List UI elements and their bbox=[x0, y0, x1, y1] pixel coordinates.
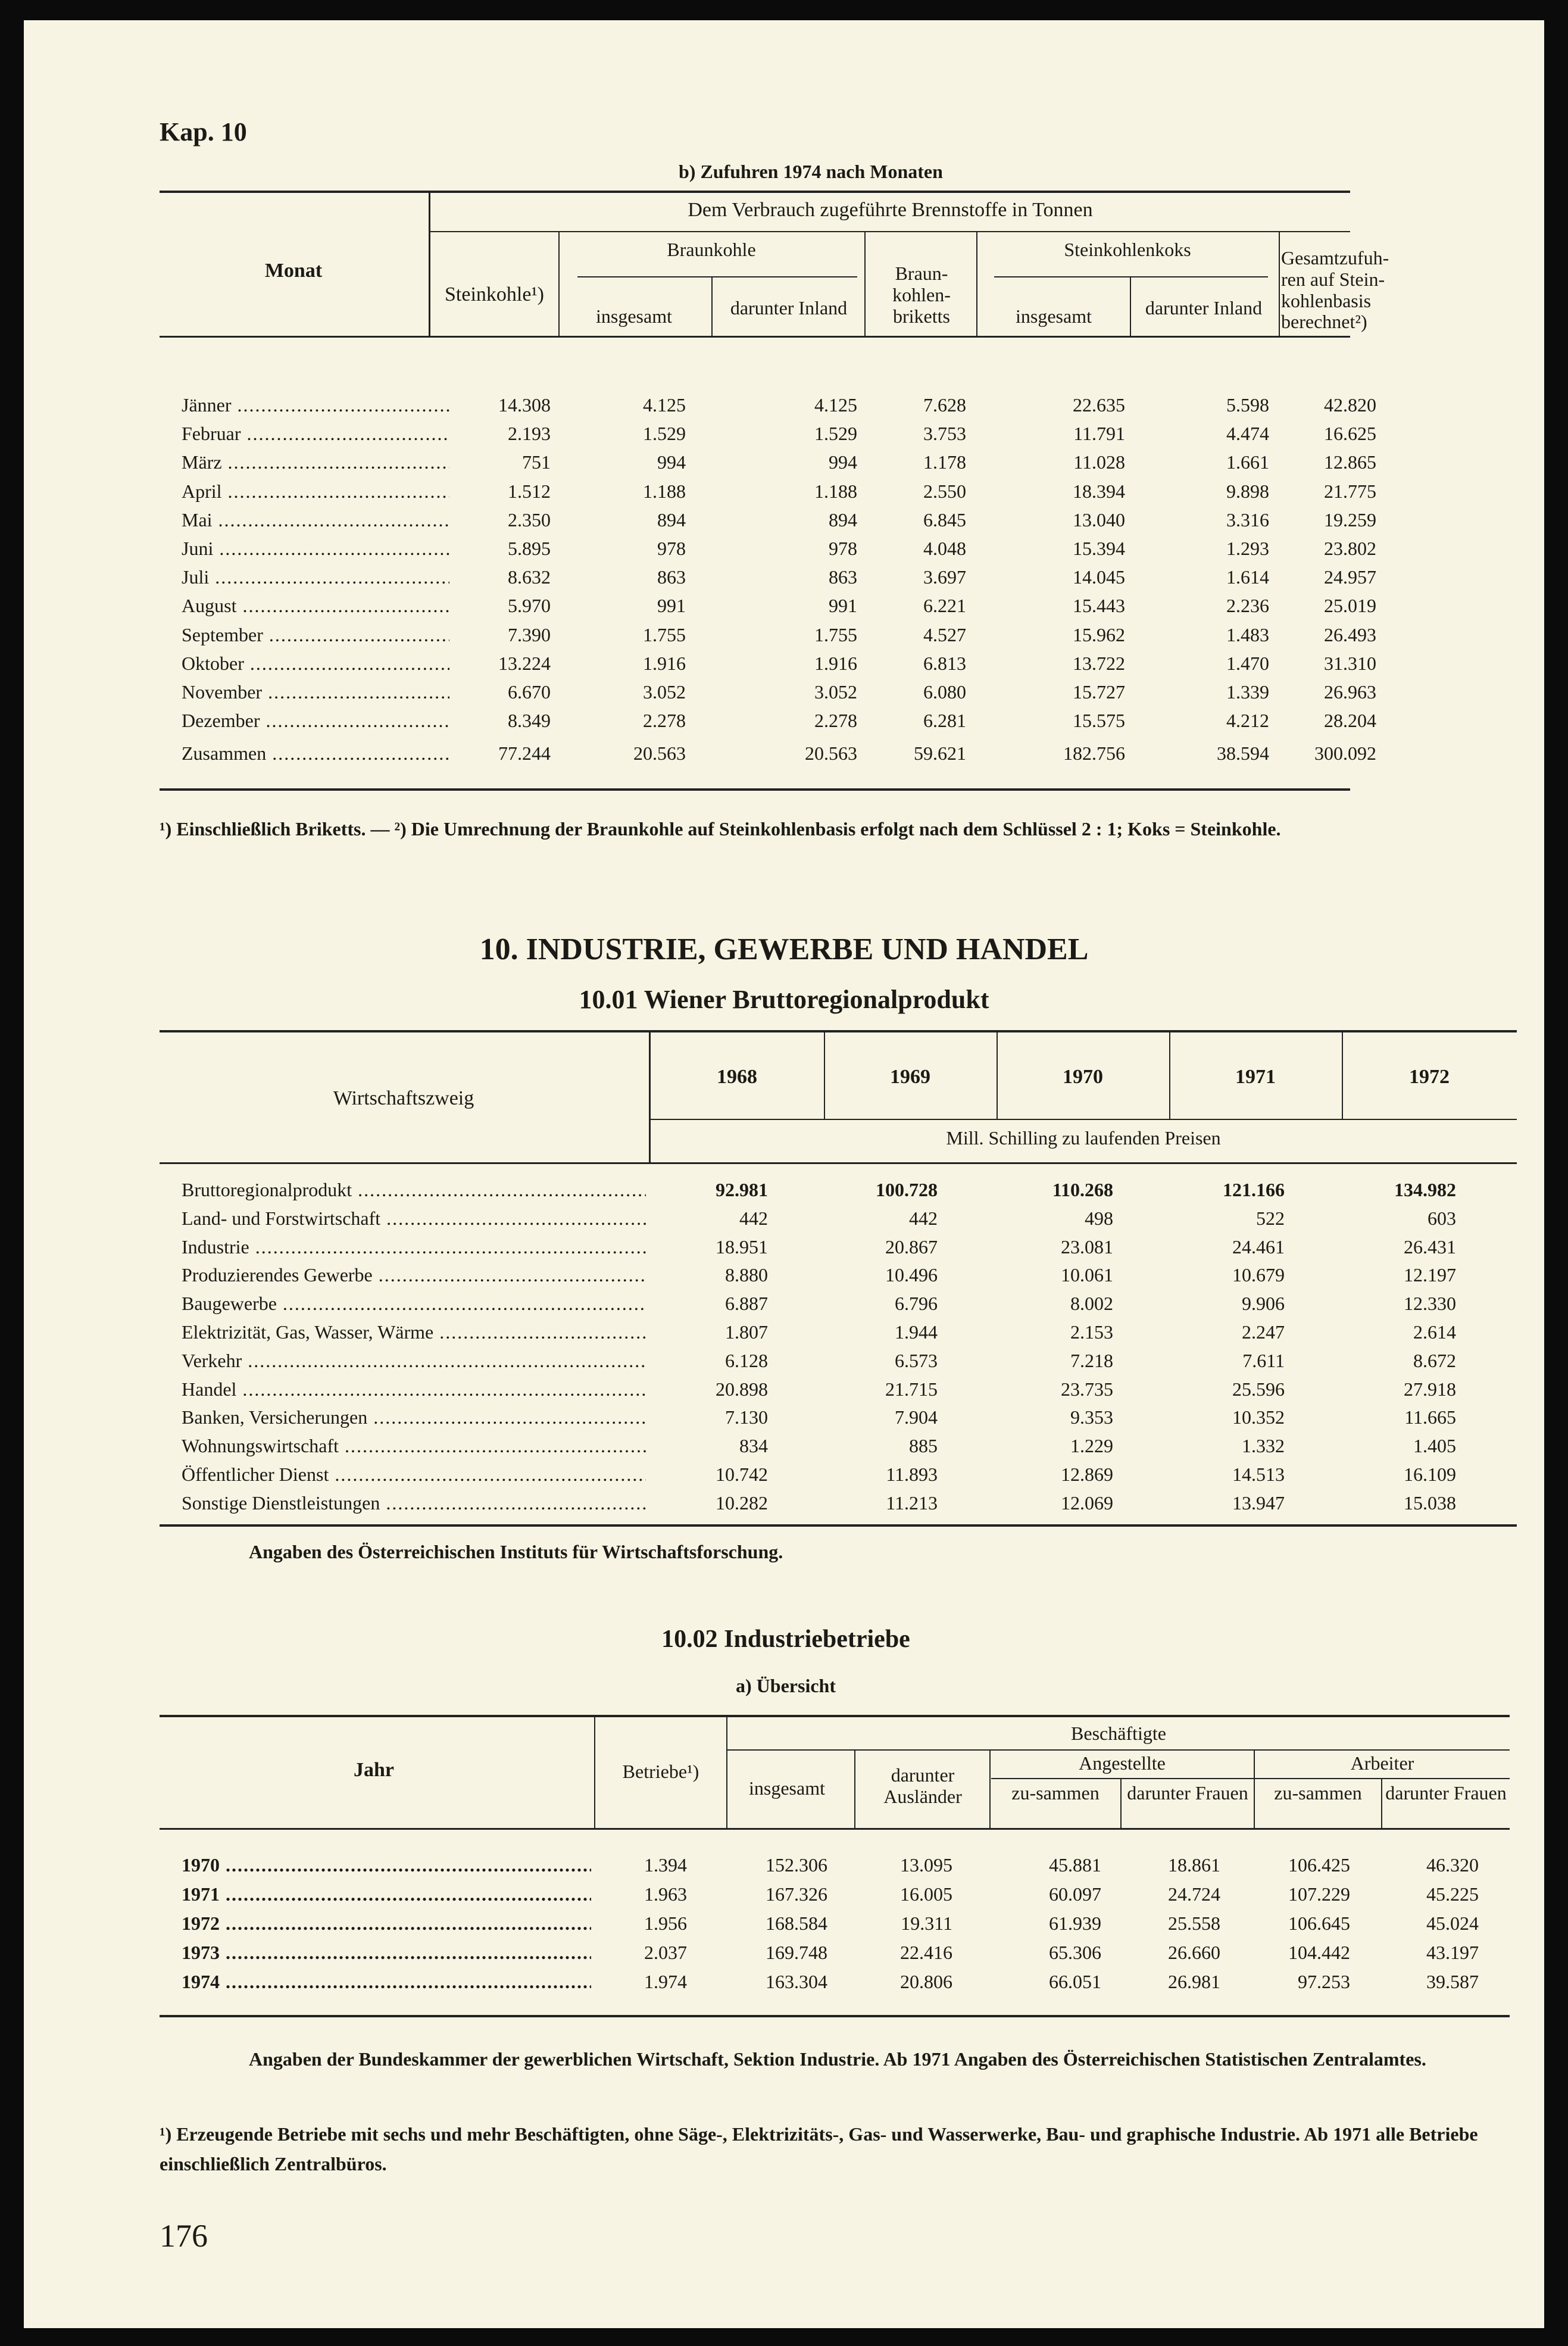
table-b-month-label: Juni ..... bbox=[182, 538, 449, 560]
table-1002-cell: 13.095 bbox=[900, 1854, 952, 1876]
table-1001-cell: 23.081 bbox=[1061, 1236, 1113, 1258]
table-1002-cell: 152.306 bbox=[766, 1854, 827, 1876]
table-1002-cell: 1.956 bbox=[644, 1913, 687, 1934]
table-b-cell: 1.178 bbox=[923, 451, 966, 473]
table-1001-cell: 1.332 bbox=[1242, 1435, 1285, 1457]
table-1002-cell: 16.005 bbox=[900, 1883, 952, 1905]
table-b-bk-insgesamt: insgesamt bbox=[596, 305, 672, 327]
table-b-cell: 991 bbox=[829, 595, 857, 617]
table-1001-cell: 1.944 bbox=[895, 1321, 938, 1343]
table-1002-insgesamt-header: insgesamt bbox=[749, 1777, 825, 1799]
table-b-month-label: Jänner ..... bbox=[182, 394, 449, 416]
table-1002-cell: 45.881 bbox=[1049, 1854, 1101, 1876]
table-b-cell: 1.916 bbox=[643, 652, 686, 674]
table-1001-cell: 9.353 bbox=[1070, 1406, 1113, 1428]
table-1002-cell: 19.311 bbox=[901, 1913, 952, 1934]
table-1002-jahr-header: Jahr bbox=[354, 1759, 394, 1781]
table-1002-cell: 65.306 bbox=[1049, 1942, 1101, 1963]
table-b-cell: 894 bbox=[829, 508, 857, 531]
table-b-month-label: Mai ..... bbox=[182, 509, 449, 531]
table-b-cell: 15.575 bbox=[1073, 710, 1125, 732]
table-1001-row-label: Bruttoregionalprodukt ..... bbox=[182, 1179, 646, 1201]
table-b-cell: 25.019 bbox=[1324, 595, 1376, 617]
table-1002-cell: 26.981 bbox=[1168, 1971, 1220, 1992]
table-1001-cell: 2.247 bbox=[1242, 1321, 1285, 1343]
table-1001-row-label: Öffentlicher Dienst ..... bbox=[182, 1464, 646, 1486]
table-1002-footnote: ¹) Erzeugende Betriebe mit sechs und mehr Beschäftigten, ohne Säge-, Elektrizitäts-, Gas- und Wasserwerke, Bau- und graphische Industrie. Ab 1971 alle Betriebe einschließlich Zentralbüros. bbox=[160, 2123, 1478, 2175]
table-1001-cell: 21.715 bbox=[885, 1378, 938, 1400]
table-b-cell: 3.697 bbox=[923, 566, 966, 588]
table-b-month-label: Februar ..... bbox=[182, 423, 449, 445]
table-1001-cell: 23.735 bbox=[1061, 1378, 1113, 1400]
table-b-bk-inland: darunter Inland bbox=[730, 297, 848, 319]
table-1002-cell: 66.051 bbox=[1049, 1971, 1101, 1992]
table-1002-cell: 106.645 bbox=[1288, 1913, 1350, 1934]
table-1001-cell: 7.218 bbox=[1070, 1349, 1113, 1371]
table-b-cell: 15.443 bbox=[1073, 595, 1125, 617]
table-b-cell: 978 bbox=[657, 538, 686, 559]
table-1001-source: Angaben des Österreichischen Instituts für Wirtschaftsforschung. bbox=[249, 1541, 783, 1562]
table-b-cell: 4.125 bbox=[643, 394, 686, 416]
table-b-cell: 3.316 bbox=[1226, 508, 1269, 531]
table-b-cell: 14.308 bbox=[498, 394, 551, 416]
table-b-cell: 751 bbox=[522, 451, 551, 473]
table-1002-arb-zusammen: zu-sammen bbox=[1274, 1782, 1362, 1804]
table-1001-cell: 15.038 bbox=[1404, 1492, 1456, 1514]
table-1002-year-label: 1972 ..... bbox=[182, 1913, 591, 1935]
table-1001-cell: 16.109 bbox=[1404, 1464, 1456, 1485]
table-1001-cell: 10.496 bbox=[885, 1264, 938, 1286]
table-b-cell: 1.614 bbox=[1226, 566, 1269, 588]
table-1001-cell: 11.893 bbox=[886, 1464, 938, 1485]
table-1002-cell: 24.724 bbox=[1168, 1883, 1220, 1905]
table-1002-year-label: 1970 ..... bbox=[182, 1854, 591, 1876]
table-1002-cell: 61.939 bbox=[1049, 1913, 1101, 1934]
table-1001-cell: 6.573 bbox=[895, 1349, 938, 1371]
table-1001-row-label: Baugewerbe ..... bbox=[182, 1293, 646, 1315]
table-b-month-label: März ..... bbox=[182, 451, 449, 473]
table-b-cell: 23.802 bbox=[1324, 538, 1376, 559]
table-1001-cell: 20.898 bbox=[716, 1378, 768, 1400]
table-1001-cell: 13.947 bbox=[1232, 1492, 1285, 1514]
table-b-cell: 18.394 bbox=[1073, 480, 1125, 502]
table-1001-cell: 10.742 bbox=[716, 1464, 768, 1485]
table-b-cell: 6.080 bbox=[923, 681, 966, 703]
table-b-cell: 5.895 bbox=[508, 538, 551, 559]
table-b-cell: 4.212 bbox=[1226, 710, 1269, 732]
table-1002-cell: 18.861 bbox=[1168, 1854, 1220, 1876]
table-1002-cell: 168.584 bbox=[766, 1913, 827, 1934]
table-1002-cell: 45.024 bbox=[1426, 1913, 1479, 1934]
table-1001-cell: 1.405 bbox=[1413, 1435, 1456, 1457]
table-b-cell: 11.791 bbox=[1073, 423, 1125, 445]
table-1001-cell: 2.153 bbox=[1070, 1321, 1113, 1343]
table-1001-cell: 121.166 bbox=[1223, 1179, 1285, 1200]
table-1001-cell: 26.431 bbox=[1404, 1236, 1456, 1258]
table-b-total-cell: 77.244 bbox=[498, 743, 551, 764]
table-1002-cell: 45.225 bbox=[1426, 1883, 1479, 1905]
table-b-cell: 13.040 bbox=[1073, 508, 1125, 531]
table-1001-row-label: Handel ..... bbox=[182, 1378, 646, 1400]
table-1001-cell: 12.330 bbox=[1404, 1293, 1456, 1315]
table-1001-row-label: Sonstige Dienstleistungen ..... bbox=[182, 1492, 646, 1514]
table-b-cell: 15.727 bbox=[1073, 681, 1125, 703]
table-1001-cell: 442 bbox=[909, 1207, 938, 1229]
table-b-month-label: April ..... bbox=[182, 481, 449, 503]
table-b-koks-inland: darunter Inland bbox=[1145, 297, 1263, 319]
table-b-cell: 1.188 bbox=[814, 480, 857, 502]
table-b-cell: 42.820 bbox=[1324, 394, 1376, 416]
table-b-cell: 6.281 bbox=[923, 710, 966, 732]
table-b-cell: 24.957 bbox=[1324, 566, 1376, 588]
table-b-cell: 1.188 bbox=[643, 480, 686, 502]
table-b-cell: 6.670 bbox=[508, 681, 551, 703]
table-1001-cell: 12.069 bbox=[1061, 1492, 1113, 1514]
table-1001-year-header: 1968 bbox=[717, 1066, 757, 1088]
table-b-cell: 26.963 bbox=[1324, 681, 1376, 703]
table-1001-branch-header: Wirtschaftszweig bbox=[333, 1087, 474, 1109]
table-1001-cell: 498 bbox=[1085, 1207, 1113, 1229]
table-b-cell: 6.221 bbox=[923, 595, 966, 617]
table-1002-cell: 39.587 bbox=[1426, 1971, 1479, 1992]
table-1002-year-label: 1971 ..... bbox=[182, 1883, 591, 1905]
table-b-cell: 22.635 bbox=[1073, 394, 1125, 416]
table-1001-cell: 9.906 bbox=[1242, 1293, 1285, 1315]
table-1001-row-label: Elektrizität, Gas, Wasser, Wärme ..... bbox=[182, 1321, 646, 1343]
table-b-cell: 11.028 bbox=[1073, 451, 1125, 473]
table-b-cell: 7.628 bbox=[923, 394, 966, 416]
table-b-cell: 5.598 bbox=[1226, 394, 1269, 416]
section-subtitle: 10.01 Wiener Bruttoregionalprodukt bbox=[579, 985, 989, 1014]
chapter-label: Kap. 10 bbox=[160, 117, 247, 146]
table-1002-cell: 25.558 bbox=[1168, 1913, 1220, 1934]
table-b-total-label: Zusammen ..... bbox=[182, 743, 449, 765]
table-1001-cell: 8.672 bbox=[1413, 1349, 1456, 1371]
table-1001-cell: 10.679 bbox=[1232, 1264, 1285, 1286]
table-b-cell: 21.775 bbox=[1324, 480, 1376, 502]
table-1001-cell: 27.918 bbox=[1404, 1378, 1456, 1400]
table-b-cell: 4.048 bbox=[923, 538, 966, 559]
table-1002-cell: 1.974 bbox=[644, 1971, 687, 1992]
table-b-cell: 6.813 bbox=[923, 652, 966, 674]
table-1002-subtitle: a) Übersicht bbox=[736, 1675, 836, 1696]
table-b-cell: 4.125 bbox=[814, 394, 857, 416]
table-b-cell: 863 bbox=[829, 566, 857, 588]
table-1002-cell: 2.037 bbox=[644, 1942, 687, 1963]
table-1001-unit: Mill. Schilling zu laufenden Preisen bbox=[946, 1127, 1221, 1149]
table-b-cell: 994 bbox=[829, 451, 857, 473]
table-b-cell: 2.350 bbox=[508, 508, 551, 531]
table-b-total-cell: 20.563 bbox=[633, 743, 686, 764]
table-1002-ang-zusammen: zu-sammen bbox=[1011, 1782, 1100, 1804]
table-1002-ang-frauen: darunter Frauen bbox=[1127, 1782, 1248, 1804]
table-b-month-label: Juli ..... bbox=[182, 566, 449, 588]
table-1001-cell: 7.130 bbox=[725, 1406, 768, 1428]
table-b-month-label: Dezember ..... bbox=[182, 710, 449, 732]
table-1002-cell: 43.197 bbox=[1426, 1942, 1479, 1963]
table-b-cell: 3.052 bbox=[814, 681, 857, 703]
table-1001-cell: 885 bbox=[909, 1435, 938, 1457]
table-b-cell: 8.349 bbox=[508, 710, 551, 732]
table-1001-cell: 442 bbox=[739, 1207, 768, 1229]
table-b-cell: 1.529 bbox=[643, 423, 686, 445]
table-b-total-cell: 182.756 bbox=[1063, 743, 1125, 764]
table-1002-cell: 97.253 bbox=[1298, 1971, 1350, 1992]
table-1001-cell: 134.982 bbox=[1394, 1179, 1456, 1200]
table-1001-cell: 10.352 bbox=[1232, 1406, 1285, 1428]
table-b-cell: 26.493 bbox=[1324, 623, 1376, 645]
table-1001-cell: 12.197 bbox=[1404, 1264, 1456, 1286]
table-1001-cell: 92.981 bbox=[716, 1179, 768, 1200]
table-1001-cell: 834 bbox=[739, 1435, 768, 1457]
table-1002-cell: 104.442 bbox=[1288, 1942, 1350, 1963]
table-1001-cell: 6.887 bbox=[725, 1293, 768, 1315]
table-1001-cell: 7.904 bbox=[895, 1406, 938, 1428]
table-1001-year-header: 1971 bbox=[1235, 1066, 1276, 1088]
table-1002-cell: 46.320 bbox=[1426, 1854, 1479, 1876]
table-1001-year-header: 1970 bbox=[1063, 1066, 1103, 1088]
table-b-koks-header: Steinkohlenkoks bbox=[1064, 239, 1191, 260]
table-1001-cell: 6.796 bbox=[895, 1293, 938, 1315]
table-b-total-cell: 300.092 bbox=[1314, 743, 1376, 764]
table-1002-cell: 22.416 bbox=[900, 1942, 952, 1963]
table-1002-year-label: 1973 ..... bbox=[182, 1942, 591, 1964]
table-b-cell: 2.193 bbox=[508, 423, 551, 445]
table-b-cell: 2.550 bbox=[923, 480, 966, 502]
table-1001-cell: 7.611 bbox=[1242, 1349, 1285, 1371]
table-b-gesamt-header: Gesamtzufuh-ren auf Stein-kohlenbasis berechnet²) bbox=[1281, 247, 1389, 333]
table-1002-cell: 60.097 bbox=[1049, 1883, 1101, 1905]
table-1001-cell: 18.951 bbox=[716, 1236, 768, 1258]
table-b-cell: 12.865 bbox=[1324, 451, 1376, 473]
table-b-cell: 1.470 bbox=[1226, 652, 1269, 674]
table-b-super-header: Dem Verbrauch zugeführte Brennstoffe in Tonnen bbox=[688, 199, 1093, 221]
table-1001-cell: 1.229 bbox=[1070, 1435, 1113, 1457]
table-1002-year-label: 1974 ..... bbox=[182, 1971, 591, 1993]
table-1002-cell: 163.304 bbox=[766, 1971, 827, 1992]
section-title: 10. INDUSTRIE, GEWERBE UND HANDEL bbox=[479, 932, 1089, 966]
table-b-cell: 13.722 bbox=[1073, 652, 1125, 674]
table-1002-cell: 1.394 bbox=[644, 1854, 687, 1876]
table-b-cell: 13.224 bbox=[498, 652, 551, 674]
table-b-cell: 14.045 bbox=[1073, 566, 1125, 588]
table-1002-source: Angaben der Bundeskammer der gewerblichen Wirtschaft, Sektion Industrie. Ab 1971 Angaben des Österreichischen Statistischen Zentralamtes. bbox=[249, 2048, 1426, 2070]
table-1001-row-label: Produzierendes Gewerbe ..... bbox=[182, 1264, 646, 1286]
table-1002-angestellte-header: Angestellte bbox=[1079, 1752, 1166, 1774]
table-1002-auslaender-header: darunter Ausländer bbox=[883, 1764, 962, 1807]
table-1001-cell: 25.596 bbox=[1232, 1378, 1285, 1400]
table-1001-cell: 10.282 bbox=[716, 1492, 768, 1514]
table-b-cell: 9.898 bbox=[1226, 480, 1269, 502]
table-b-cell: 991 bbox=[657, 595, 686, 617]
table-1002-cell: 106.425 bbox=[1288, 1854, 1350, 1876]
table-b-briketts-header: Braun-kohlen-briketts bbox=[892, 263, 951, 327]
table-1001-cell: 1.807 bbox=[725, 1321, 768, 1343]
table-1001-cell: 11.213 bbox=[886, 1492, 938, 1514]
table-b-cell: 7.390 bbox=[508, 623, 551, 645]
table-1002-arb-frauen: darunter Frauen bbox=[1385, 1782, 1507, 1804]
table-b-footnote: ¹) Einschließlich Briketts. — ²) Die Umrechnung der Braunkohle auf Steinkohlenbasis erfolgt nach dem Schlüssel 2 : 1; Koks = Steinkohle. bbox=[160, 818, 1281, 840]
table-b-cell: 2.278 bbox=[643, 710, 686, 732]
table-1002-beschaeftigte-header: Beschäftigte bbox=[1071, 1723, 1166, 1744]
table-1001-cell: 10.061 bbox=[1061, 1264, 1113, 1286]
page bbox=[24, 20, 1544, 2328]
table-1001-cell: 2.614 bbox=[1413, 1321, 1456, 1343]
table-1002-betriebe-header: Betriebe¹) bbox=[622, 1761, 699, 1782]
table-b-cell: 1.339 bbox=[1226, 681, 1269, 703]
table-b-cell: 994 bbox=[657, 451, 686, 473]
table-1001-cell: 24.461 bbox=[1232, 1236, 1285, 1258]
table-1001-row-label: Banken, Versicherungen ..... bbox=[182, 1406, 646, 1428]
table-b-braunkohle-header: Braunkohle bbox=[667, 239, 756, 260]
table-b-cell: 4.474 bbox=[1226, 423, 1269, 445]
table-b-cell: 8.632 bbox=[508, 566, 551, 588]
table-1002-title: 10.02 Industriebetriebe bbox=[661, 1626, 910, 1653]
table-b-cell: 31.310 bbox=[1324, 652, 1376, 674]
table-1001-cell: 6.128 bbox=[725, 1349, 768, 1371]
table-1001-row-label: Wohnungswirtschaft ..... bbox=[182, 1435, 646, 1457]
table-b-steinkohle-header: Steinkohle¹) bbox=[445, 283, 544, 305]
table-b-cell: 15.962 bbox=[1073, 623, 1125, 645]
table-b-total-cell: 59.621 bbox=[914, 743, 966, 764]
table-1002-cell: 169.748 bbox=[766, 1942, 827, 1963]
table-b-total-cell: 20.563 bbox=[805, 743, 857, 764]
table-b-month-label: November ..... bbox=[182, 681, 449, 703]
table-b-cell: 1.293 bbox=[1226, 538, 1269, 559]
table-1001-cell: 12.869 bbox=[1061, 1464, 1113, 1485]
table-1001-year-header: 1972 bbox=[1409, 1066, 1450, 1088]
table-1002-cell: 20.806 bbox=[900, 1971, 952, 1992]
table-b-cell: 863 bbox=[657, 566, 686, 588]
table-b-subtitle: b) Zufuhren 1974 nach Monaten bbox=[679, 161, 943, 182]
table-b-cell: 2.236 bbox=[1226, 595, 1269, 617]
table-b-month-label: September ..... bbox=[182, 624, 449, 646]
table-b-cell: 1.755 bbox=[643, 623, 686, 645]
table-b-cell: 894 bbox=[657, 508, 686, 531]
table-1001-year-header: 1969 bbox=[890, 1066, 930, 1088]
table-b-total-cell: 38.594 bbox=[1217, 743, 1269, 764]
table-b-cell: 3.753 bbox=[923, 423, 966, 445]
table-b-cell: 3.052 bbox=[643, 681, 686, 703]
table-1001-cell: 522 bbox=[1256, 1207, 1285, 1229]
table-b-cell: 1.755 bbox=[814, 623, 857, 645]
table-b-koks-insgesamt: insgesamt bbox=[1016, 305, 1092, 327]
page-number: 176 bbox=[160, 2218, 208, 2254]
table-1001-cell: 603 bbox=[1428, 1207, 1456, 1229]
table-b-cell: 1.916 bbox=[814, 652, 857, 674]
table-1002-cell: 107.229 bbox=[1288, 1883, 1350, 1905]
table-1002-cell: 167.326 bbox=[766, 1883, 827, 1905]
table-b-cell: 1.512 bbox=[508, 480, 551, 502]
table-b-cell: 6.845 bbox=[923, 508, 966, 531]
table-b-month-label: August ..... bbox=[182, 595, 449, 617]
table-1002-cell: 1.963 bbox=[644, 1883, 687, 1905]
table-1001-cell: 14.513 bbox=[1232, 1464, 1285, 1485]
table-b-cell: 15.394 bbox=[1073, 538, 1125, 559]
table-b-cell: 1.483 bbox=[1226, 623, 1269, 645]
table-1001-cell: 110.268 bbox=[1052, 1179, 1113, 1200]
table-b-cell: 4.527 bbox=[923, 623, 966, 645]
table-1001-cell: 20.867 bbox=[885, 1236, 938, 1258]
table-b-cell: 19.259 bbox=[1324, 508, 1376, 531]
table-b-cell: 1.661 bbox=[1226, 451, 1269, 473]
table-1002-cell: 26.660 bbox=[1168, 1942, 1220, 1963]
table-1001-row-label: Verkehr ..... bbox=[182, 1350, 646, 1372]
table-b-cell: 1.529 bbox=[814, 423, 857, 445]
table-1001-row-label: Land- und Forstwirtschaft ..... bbox=[182, 1208, 646, 1230]
table-1001-cell: 11.665 bbox=[1404, 1406, 1456, 1428]
table-b-cell: 2.278 bbox=[814, 710, 857, 732]
table-1001-cell: 8.002 bbox=[1070, 1293, 1113, 1315]
table-b-cell: 28.204 bbox=[1324, 710, 1376, 732]
table-1001-row-label: Industrie ..... bbox=[182, 1236, 646, 1258]
table-1001-cell: 8.880 bbox=[725, 1264, 768, 1286]
table-b-month-header: Monat bbox=[264, 260, 323, 282]
table-b-cell: 16.625 bbox=[1324, 423, 1376, 445]
table-b-month-label: Oktober ..... bbox=[182, 653, 449, 675]
table-b-cell: 978 bbox=[829, 538, 857, 559]
table-1002-arbeiter-header: Arbeiter bbox=[1350, 1752, 1414, 1774]
table-b-cell: 5.970 bbox=[508, 595, 551, 617]
table-1001-cell: 100.728 bbox=[876, 1179, 938, 1200]
